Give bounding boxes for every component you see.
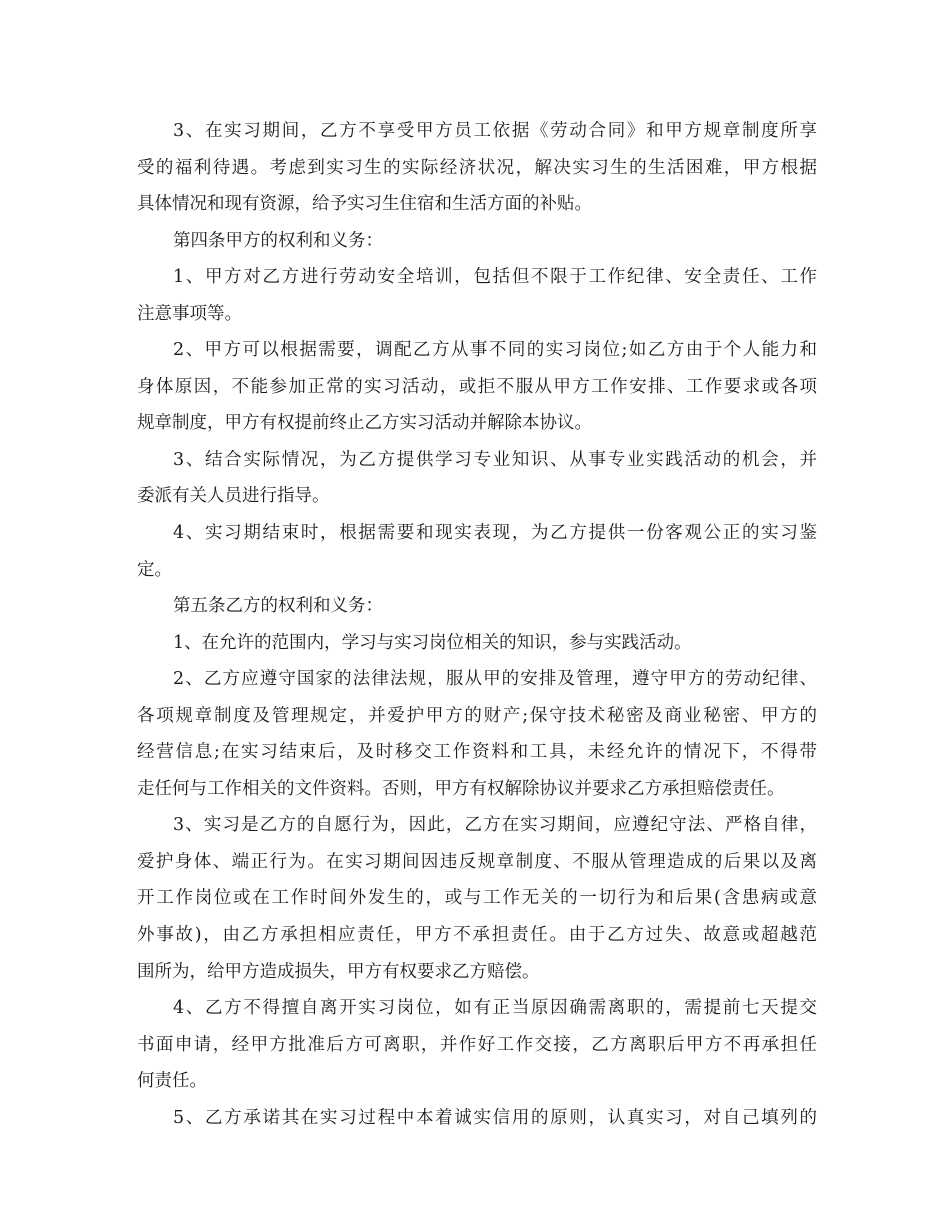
section-heading: 第四条甲方的权利和义务：: [173, 230, 383, 251]
paragraph-line: 规章制度，甲方有权提前终止乙方实习活动并解除本协议。: [137, 413, 592, 434]
paragraph-line: 3、实习是乙方的自愿行为，因此，乙方在实习期间，应遵纪守法、严格自律，: [173, 815, 817, 836]
section-heading: 第五条乙方的权利和义务：: [173, 596, 383, 617]
paragraph-line: 围所为，给甲方造成损失，甲方有权要求乙方赔偿。: [137, 961, 540, 982]
paragraph-line: 5、乙方承诺其在实习过程中本着诚实信用的原则，认真实习，对自己填列的: [173, 1107, 817, 1128]
paragraph-line: 1、在允许的范围内，学习与实习岗位相关的知识，参与实践活动。: [173, 632, 692, 653]
paragraph-line: 2、乙方应遵守国家的法律法规，服从甲的安排及管理，遵守甲方的劳动纪律、: [173, 669, 817, 690]
paragraph-line: 4、实习期结束时，根据需要和现实表现，为乙方提供一份客观公正的实习鉴: [173, 523, 817, 544]
paragraph-line: 经营信息;在实习结束后，及时移交工作资料和工具，未经允许的情况下，不得带: [137, 742, 817, 763]
paragraph-line: 各项规章制度及管理规定，并爱护甲方的财产;保守技术秘密及商业秘密、甲方的: [137, 705, 817, 726]
paragraph-line: 书面申请，经甲方批准后方可离职，并作好工作交接，乙方离职后甲方不再承担任: [137, 1034, 817, 1055]
paragraph-line: 受的福利待遇。考虑到实习生的实际经济状况，解决实习生的生活困难，甲方根据: [137, 157, 817, 178]
paragraph-line: 具体情况和现有资源，给予实习生住宿和生活方面的补贴。: [137, 194, 592, 215]
paragraph-line: 2、甲方可以根据需要，调配乙方从事不同的实习岗位;如乙方由于个人能力和: [173, 340, 817, 361]
paragraph-line: 4、乙方不得擅自离开实习岗位，如有正当原因确需离职的，需提前七天提交: [173, 998, 817, 1019]
paragraph-line: 爱护身体、端正行为。在实习期间因违反规章制度、不服从管理造成的后果以及离: [137, 851, 817, 872]
paragraph-line: 外事故)，由乙方承担相应责任，甲方不承担责任。由于乙方过失、故意或超越范: [137, 925, 817, 946]
paragraph-line: 走任何与工作相关的文件资料。否则，甲方有权解除协议并要求乙方承担赔偿责任。: [137, 778, 785, 799]
paragraph-line: 开工作岗位或在工作时间外发生的，或与工作无关的一切行为和后果(含患病或意: [137, 888, 817, 909]
paragraph-line: 注意事项等。: [137, 303, 242, 324]
paragraph-line: 何责任。: [137, 1071, 207, 1092]
paragraph-line: 3、在实习期间，乙方不享受甲方员工依据《劳动合同》和甲方规章制度所享: [173, 121, 817, 141]
paragraph-line: 身体原因，不能参加正常的实习活动，或拒不服从甲方工作安排、工作要求或各项: [137, 376, 817, 397]
paragraph-line: 委派有关人员进行指导。: [137, 486, 330, 507]
paragraph-line: 定。: [137, 559, 172, 580]
paragraph-line: 3、结合实际情况，为乙方提供学习专业知识、从事专业实践活动的机会，并: [173, 449, 817, 470]
document-body: [137, 113, 817, 1136]
paragraph-line: 1、甲方对乙方进行劳动安全培训，包括但不限于工作纪律、安全责任、工作: [173, 267, 817, 288]
